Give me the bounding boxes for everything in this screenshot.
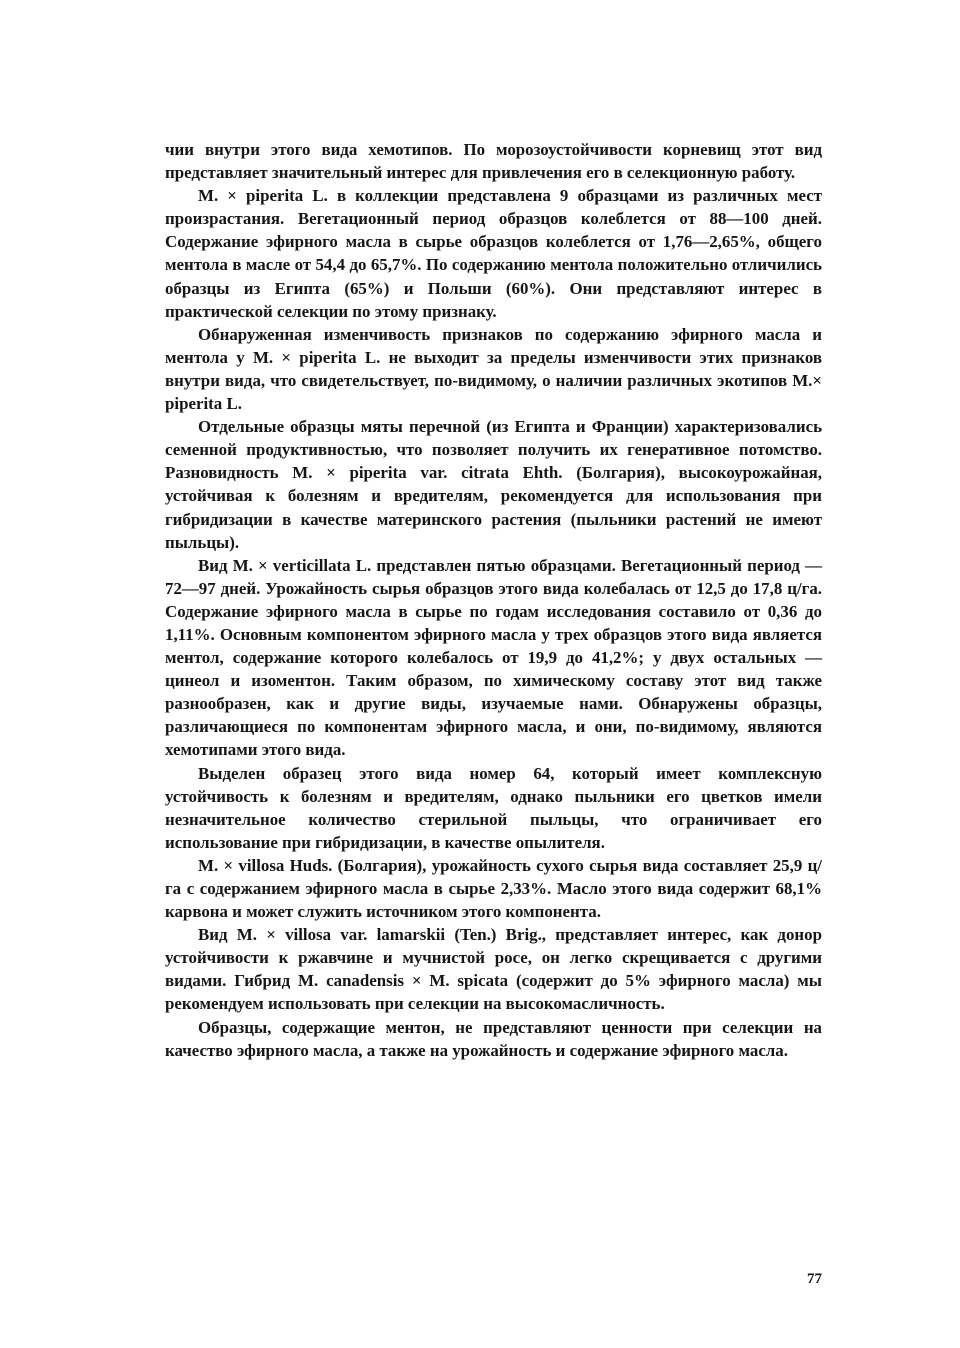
paragraph-3: Обнаруженная изменчивость признаков по содержанию эфирного масла и ментола у M. × piperita L. не выходит за пределы изменчивости этих признаков внутри вида, что свидетельствует, по-видимому, о наличии различных экотипов M.× piperita L. xyxy=(165,324,822,414)
paragraph-2: M. × piperita L. в коллекции представлена 9 образцами из различных мест произрастания. Вегетационный период образцов колеблется от 88—100 дней. Содержание эфирного масла в сырье образцов колеблется от 1,76—2,65%, общего ментола в масле от 54,4 до 65,7%. По содержанию ментола положительно отличились образцы из Египта (65%) и Польши (60%). Они представляют интерес в практической селекции по этому признаку. xyxy=(165,186,822,321)
paragraph-6: Выделен образец этого вида номер 64, который имеет комплексную устойчивость к болезням и вредителям, однако пыльники его цветков имели незначительное количество стерильной пыльцы, что ограничивает его использование при гибридизации, в качестве опылителя. xyxy=(165,763,822,852)
paragraph-9: Образцы, содержащие ментон, не представляют ценности при селекции на качество эфирного масла, а также на урожайность и содержание эфирного масла. xyxy=(165,1017,822,1060)
paragraph-7: M. × villosa Huds. (Болгария), урожайность сухого сырья вида составляет 25,9 ц/га с содержанием эфирного масла в сырье 2,33%. Масло этого вида содержит 68,1% карвона и может служить источником этого компонента. xyxy=(165,855,822,922)
page-number: 77 xyxy=(807,1271,822,1287)
body-text xyxy=(165,138,822,1062)
paragraph-1: чии внутри этого вида хемотипов. По морозоустойчивости корневищ этот вид представляет значительный интерес для привлечения его в селекционную работу. xyxy=(165,140,822,183)
paragraph-5: Вид M. × verticillata L. представлен пятью образцами. Вегетационный период — 72—97 дней. Урожайность сырья образцов этого вида колебалась от 12,5 до 17,8 ц/га. Содержание эфирного масла в сырье по годам исследования составило от 0,36 до 1,11%. Основным компонентом эфирного масла у трех образцов этого вида является ментол, содержание которого колебалось от 19,9 до 41,2%; у двух остальных — цинеол и изоментон. Таким образом, по химическому составу этот вид также разнообразен, как и другие виды, изучаемые нами. Обнаружены образцы, различающиеся по компонентам эфирного масла, и они, по-видимому, являются хемотипами этого вида. xyxy=(165,555,822,760)
paragraph-8: Вид M. × villosa var. lamarskii (Ten.) Brig., представляет интерес, как донор устойчивости к ржавчине и мучнистой росе, он легко скрещивается с другими видами. Гибрид M. canadensis × M. spicata (содержит до 5% эфирного масла) мы рекомендуем использовать при селекции на высокомасличность. xyxy=(165,925,822,1014)
paragraph-4: Отдельные образцы мяты перечной (из Египта и Франции) характеризовались семенной продуктивностью, что позволяет получить их генеративное потомство. Разновидность M. × piperita var. citrata Ehth. (Болгария), высокоурожайная, устойчивая к болезням и вредителям, рекомендуется для использования при гибридизации в качестве материнского растения (пыльники растений не имеют пыльцы). xyxy=(165,417,822,552)
